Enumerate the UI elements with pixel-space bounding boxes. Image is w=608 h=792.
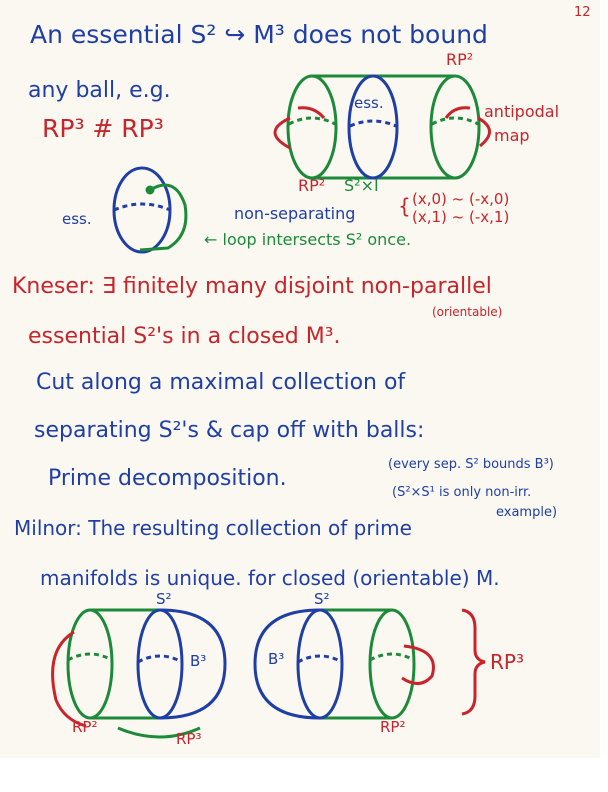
b3-label-b: B³ [268,650,285,668]
any-ball-text: any ball, e.g. [28,78,171,103]
ess-label-fig1: ess. [354,94,384,112]
rp3-label-a: RP³ [176,730,202,748]
s2-label-b: S² [314,590,330,608]
cut-line-1: Cut along a maximal collection of [36,370,406,395]
relation-brace: { [398,194,411,218]
rp2-left-label: RP² [298,176,326,195]
relation-1: (x,0) ~ (-x,0) [412,190,510,208]
kneser-orientable: (orientable) [432,305,503,319]
nonseparating-label: non-separating [234,204,356,223]
kneser-line-2: essential S²'s in a closed M³. [28,324,341,349]
antipodal-label: antipodal [484,102,560,121]
bottom-margin [0,758,608,792]
s2-label-a: S² [156,590,172,608]
cut-note-2: (S²×S¹ is only non-irr. [392,485,532,500]
essential-sphere-statement: An essential S² ↪ M³ does not bound [30,20,488,49]
page-number: 12 [574,5,591,20]
cut-note-3: example) [496,505,558,520]
b3-label-a: B³ [190,652,207,670]
rp2-label-b: RP² [380,718,406,736]
milnor-line-2: manifolds is unique. for closed (orientable) M. [40,566,500,590]
loop-label: ← loop intersects S² once. [204,230,412,249]
rp2-top-label: RP² [446,50,474,69]
relation-2: (x,1) ~ (-x,1) [412,208,510,226]
cut-line-2: separating S²'s & cap off with balls: [34,418,425,443]
kneser-line-1: Kneser: ∃ finitely many disjoint non-parallel [12,274,492,299]
prime-decomposition: Prime decomposition. [48,466,287,491]
rp3-label-b: RP³ [490,650,524,674]
milnor-line-1: Milnor: The resulting collection of prime [14,516,412,540]
connected-sum-example: RP³ # RP³ [42,114,164,143]
ess-label-fig2: ess. [62,210,92,228]
product-label: S²×I [344,176,379,195]
cut-note-1: (every sep. S² bounds B³) [388,457,554,472]
map-label: map [494,126,530,145]
rp2-label-a: RP² [72,718,98,736]
